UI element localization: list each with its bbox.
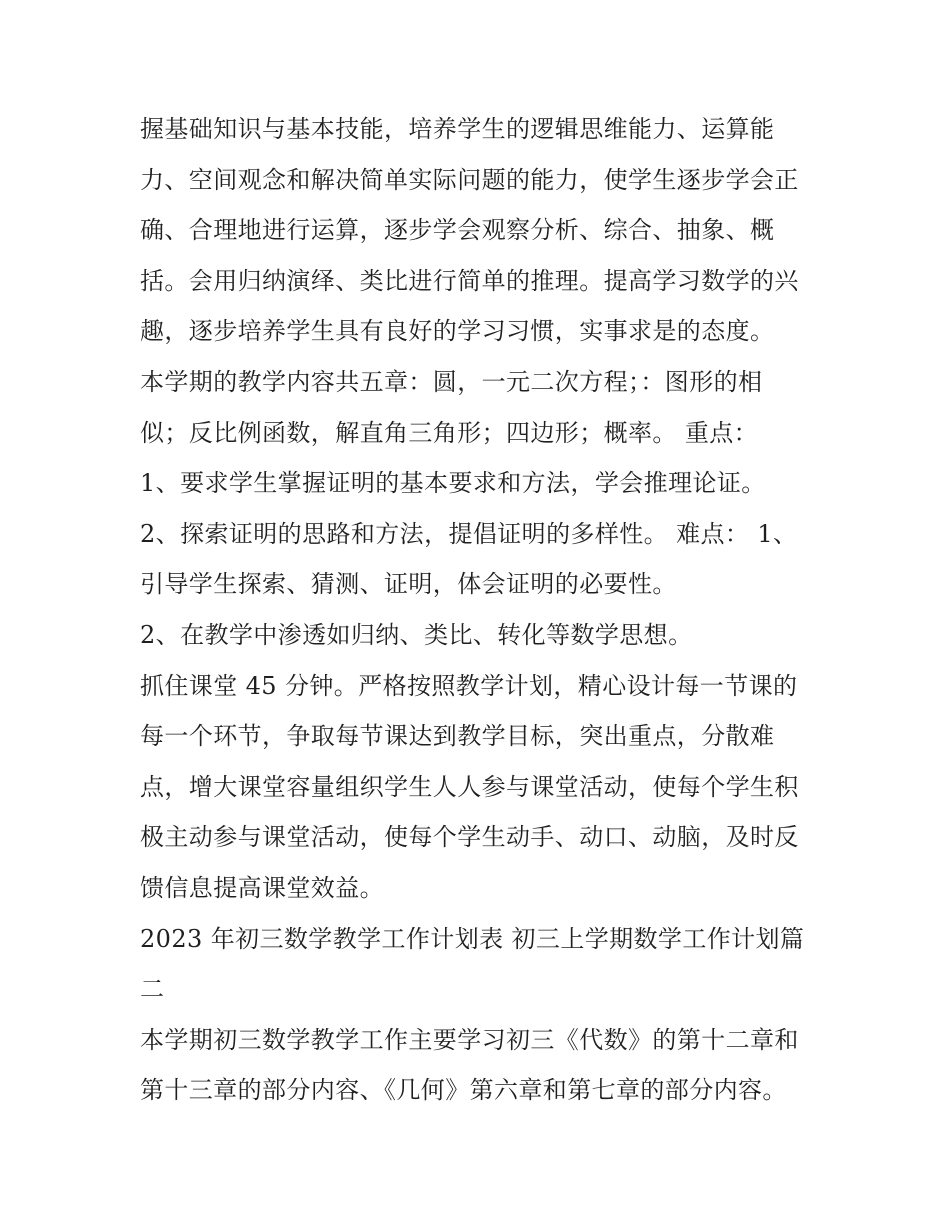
section-title-line: 2023 年初三数学教学工作计划表 初三上学期数学工作计划篇	[140, 924, 805, 953]
text-line: 馈信息提高课堂效益。	[140, 873, 384, 902]
text-line: 2、在教学中渗透如归纳、类比、转化等数学思想。	[140, 620, 693, 649]
text-line: 点，增大课堂容量组织学生人人参与课堂活动，使每个学生积	[140, 772, 799, 801]
text-line: 趣，逐步培养学生具有良好的学习习惯，实事求是的态度。	[140, 317, 775, 346]
body-text	[140, 104, 820, 1116]
text-line: 2、探索证明的思路和方法，提倡证明的多样性。 难点： 1、	[140, 519, 798, 548]
text-line: 引导学生探索、猜测、证明，体会证明的必要性。	[140, 570, 677, 599]
text-line: 似；反比例函数，解直角三角形；四边形；概率。 重点：	[140, 418, 759, 447]
text-line: 本学期初三数学教学工作主要学习初三《代数》的第十二章和	[140, 1025, 799, 1054]
text-line: 每一个环节，争取每节课达到教学目标，突出重点，分散难	[140, 722, 775, 751]
text-line: 握基础知识与基本技能，培养学生的逻辑思维能力、运算能	[140, 115, 775, 143]
text-line: 括。会用归纳演绎、类比进行简单的推理。提高学习数学的兴	[140, 266, 799, 295]
text-line: 极主动参与课堂活动，使每个学生动手、动口、动脑，及时反	[140, 823, 799, 852]
text-line: 力、空间观念和解决简单实际问题的能力，使学生逐步学会正	[140, 165, 799, 194]
text-line: 第十三章的部分内容、《几何》第六章和第七章的部分内容。	[140, 1076, 787, 1105]
text-line: 本学期的教学内容共五章：圆，一元二次方程；：图形的相	[140, 367, 763, 396]
text-line: 确、合理地进行运算，逐步学会观察分析、综合、抽象、概	[140, 216, 775, 245]
text-line: 1、要求学生掌握证明的基本要求和方法，学会推理论证。	[140, 469, 766, 498]
section-title-line: 二	[140, 975, 165, 1004]
text-line: 抓住课堂 45 分钟。严格按照教学计划，精心设计每一节课的	[140, 671, 798, 700]
